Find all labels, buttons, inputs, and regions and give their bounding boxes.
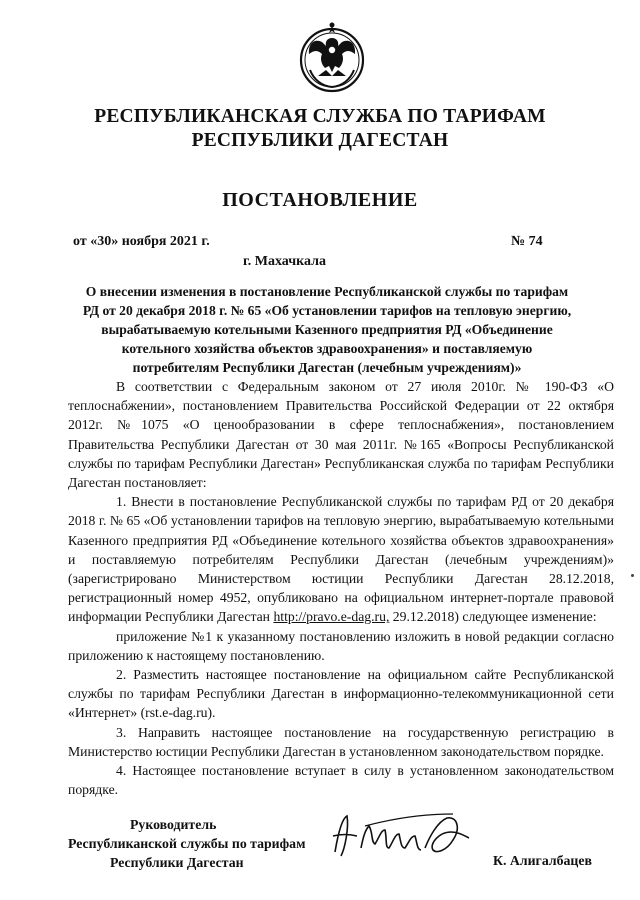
document-date: от «30» ноября 2021 г. [73, 234, 210, 249]
subject-line: РД от 20 декабря 2018 г. № 65 «Об установлении тарифов на тепловую энергию, [82, 303, 572, 318]
document-subject [60, 282, 594, 377]
signatory-title [68, 815, 338, 873]
document-body [68, 377, 614, 799]
clause-1-amendment-paragraph: приложение №1 к указанному постановлению изложить в новой редакции согласно приложению к настоящему постановлению. [68, 628, 614, 663]
clause-1-paragraph [68, 492, 614, 626]
org-name-line-1: РЕСПУБЛИКАНСКАЯ СЛУЖБА ПО ТАРИФАМ [94, 106, 546, 127]
subject-line: вырабатываемую котельными Казенного предприятия РД «Объединение [101, 322, 553, 337]
subject-line: потребителям Республики Дагестан (лечебным учреждениям)» [132, 360, 522, 375]
handwritten-signature [325, 808, 475, 868]
clause-2-paragraph: 2. Разместить настоящее постановление на официальном сайте Республиканской службы по тарифам Республики Дагестан в информационно-телекоммуникационной сети «Интернет» (rst.e-dag.ru). [68, 667, 614, 721]
scan-speck [631, 574, 634, 577]
clause-1-text: 1. Внести в постановление Республиканской службы по тарифам РД от 20 декабря 2018 г. № 65 «Об установлении тарифов на тепловую энергию, вырабатываемую котельными Казенного предприятия РД «Объединение котельного хозяйства объектов здравоохранения» и поставляемую потребителям Республики Дагестан (лечебным учреждениям)» (зарегистрировано Министерством юстиции Республики Дагестан 28.12.2018, регистрационный номер 4952, опубликовано на официальном интернет-портале правовой информации Республики Дагестан [68, 494, 614, 625]
subject-line: котельного хозяйства объектов здравоохранения» и поставляемую [121, 341, 533, 356]
document-number: № 74 [511, 234, 543, 249]
preamble-paragraph: В соответствии с Федеральным законом от 27 июля 2010г. № 190-ФЗ «О теплоснабжении», постановлением Правительства Российской Федерации от 22 октября 2012г. №1075 «О ценообразовании в сфере теплоснабжения», постановлением Правительства Республики Дагестан от 30 мая 2011г. №165 «Вопросы Республиканской службы по тарифам Республики Дагестан» Республиканская служба по тарифам Республики Дагестан постановляет: [68, 379, 614, 491]
coat-of-arms-icon [296, 20, 368, 96]
signatory-title-line-2: Республиканской службы по тарифам [68, 836, 306, 852]
clause-1-text-end: 29.12.2018) следующее изменение: [389, 609, 597, 625]
signatory-name: К. Алигалбацев [493, 853, 592, 868]
clause-4-paragraph: 4. Настоящее постановление вступает в силу в установленном законодательством порядке. [68, 763, 614, 798]
clause-3-paragraph: 3. Направить настоящее постановление на государственную регистрацию в Министерство юстиции Республики Дагестан в установленном законодательством порядке. [68, 724, 614, 759]
document-type-title: ПОСТАНОВЛЕНИЕ [222, 189, 418, 211]
org-name-line-2: РЕСПУБЛИКИ ДАГЕСТАН [191, 130, 449, 151]
subject-line: О внесении изменения в постановление Республиканской службы по тарифам [85, 284, 569, 299]
pravo-portal-link[interactable]: http://pravo.e-dag.ru, [273, 609, 390, 625]
signatory-title-line-3: Республики Дагестан [110, 855, 244, 871]
document-city: г. Махачкала [243, 254, 326, 269]
signatory-title-line-1: Руководитель [130, 817, 217, 832]
